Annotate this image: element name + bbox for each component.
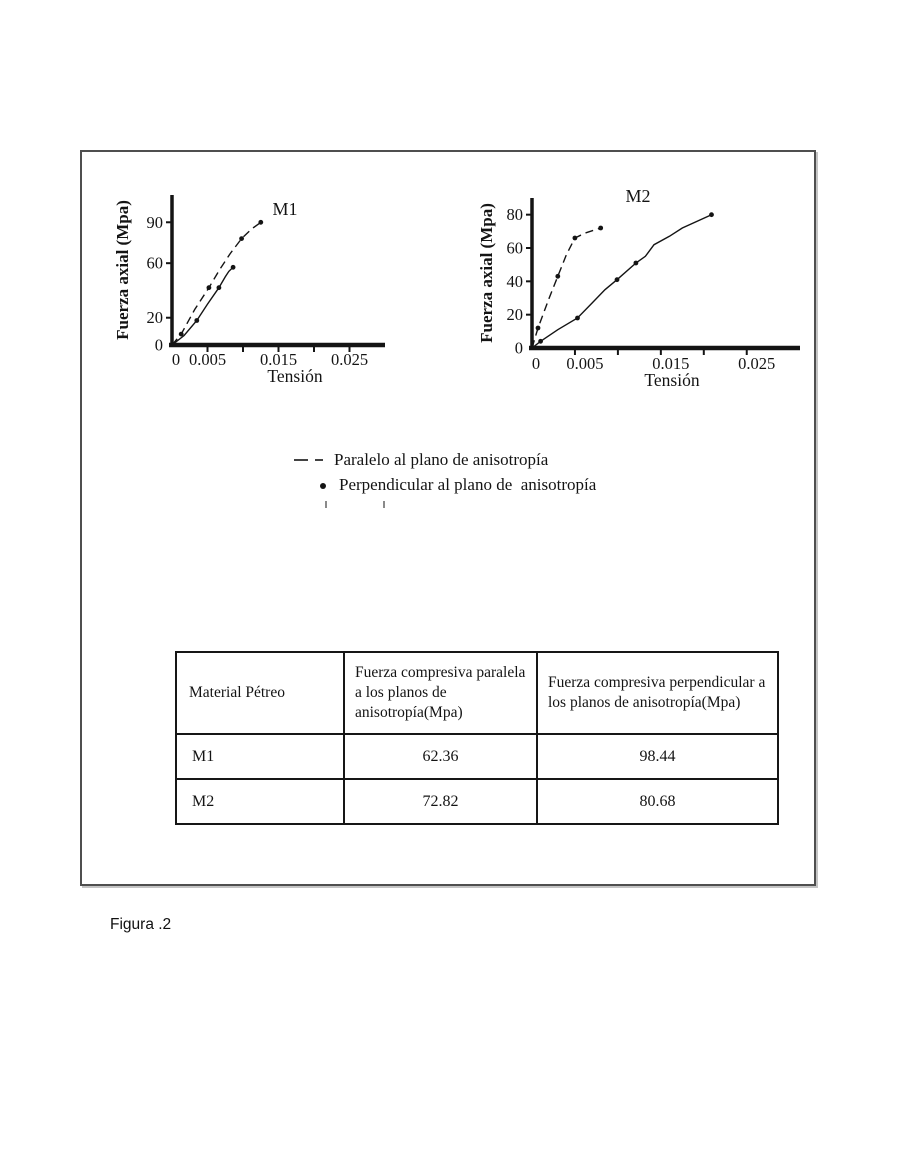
x-tick-label: 0.025 <box>738 354 776 373</box>
series-line-dashed <box>172 222 261 345</box>
legend-artifact-mark <box>325 501 327 508</box>
chart-m2 <box>448 178 826 412</box>
data-point-marker <box>258 220 263 225</box>
table-row <box>176 779 778 824</box>
x-tick-label: 0 <box>531 354 541 373</box>
x-tick-label: 0.025 <box>330 350 369 369</box>
dashed-line-icon <box>293 455 329 465</box>
data-point-marker <box>634 261 639 266</box>
y-tick-label: 40 <box>506 271 523 291</box>
value-cell: 80.68 <box>537 779 778 824</box>
data-point-marker <box>194 318 199 323</box>
x-tick-label: 0.005 <box>188 350 227 369</box>
data-point-marker <box>231 265 236 270</box>
material-cell: M1 <box>176 734 344 779</box>
y-tick-label: 20 <box>146 308 163 328</box>
series-line-dashed <box>532 228 601 348</box>
table-header-row <box>176 652 778 734</box>
data-point-marker <box>555 274 560 279</box>
figure-caption: Figura .2 <box>110 916 172 933</box>
chart-title: M2 <box>625 186 651 206</box>
data-point-marker <box>239 236 244 241</box>
y-axis-label: Fuerza axial (Mpa) <box>477 203 496 343</box>
column-header: Material Pétreo <box>176 652 344 734</box>
legend-artifact-mark <box>383 501 385 508</box>
value-cell: 72.82 <box>344 779 537 824</box>
data-point-marker <box>615 277 620 282</box>
y-tick-label: 0 <box>154 335 163 355</box>
material-cell: M2 <box>176 779 344 824</box>
data-point-marker <box>709 212 714 217</box>
data-point-marker <box>575 316 580 321</box>
value-cell: 62.36 <box>344 734 537 779</box>
y-tick-label: 90 <box>146 212 163 232</box>
x-tick-label: 0 <box>171 350 181 369</box>
figure-frame <box>80 150 816 886</box>
data-point-marker <box>207 285 212 290</box>
y-tick-label: 60 <box>146 253 163 273</box>
data-point-marker <box>573 236 578 241</box>
column-header: Fuerza compresiva paralela a los planos de anisotropía(Mpa) <box>344 652 537 734</box>
y-axis-label: Fuerza axial (Mpa) <box>113 200 132 340</box>
chart-m1 <box>95 178 410 410</box>
results-table <box>175 651 779 825</box>
data-point-marker <box>217 285 222 290</box>
value-cell: 98.44 <box>537 734 778 779</box>
column-header: Fuerza compresiva perpendicular a los planos de anisotropía(Mpa) <box>537 652 778 734</box>
y-tick-label: 60 <box>506 238 523 258</box>
legend-item <box>318 472 673 497</box>
x-tick-label: 0.005 <box>566 354 604 373</box>
dot-marker-icon <box>318 480 331 490</box>
chart-title: M1 <box>272 199 298 219</box>
data-point-marker <box>536 326 541 331</box>
data-point-marker <box>598 226 603 231</box>
data-point-marker <box>538 339 543 344</box>
legend-item-label: Perpendicular al plano de anisotropía <box>339 474 597 494</box>
legend-item <box>293 447 673 472</box>
legend-item-label: Paralelo al plano de anisotropía <box>334 449 549 469</box>
table-row <box>176 734 778 779</box>
series-line-solid <box>532 215 712 348</box>
x-axis-label: Tensión <box>644 370 700 390</box>
y-tick-label: 20 <box>506 305 523 325</box>
x-axis-label: Tensión <box>267 366 323 386</box>
chart-legend <box>293 447 673 497</box>
y-tick-label: 0 <box>514 338 523 358</box>
x-tick-label: 0.015 <box>652 354 690 373</box>
y-tick-label: 80 <box>506 205 523 225</box>
x-tick-label: 0.015 <box>259 350 298 369</box>
